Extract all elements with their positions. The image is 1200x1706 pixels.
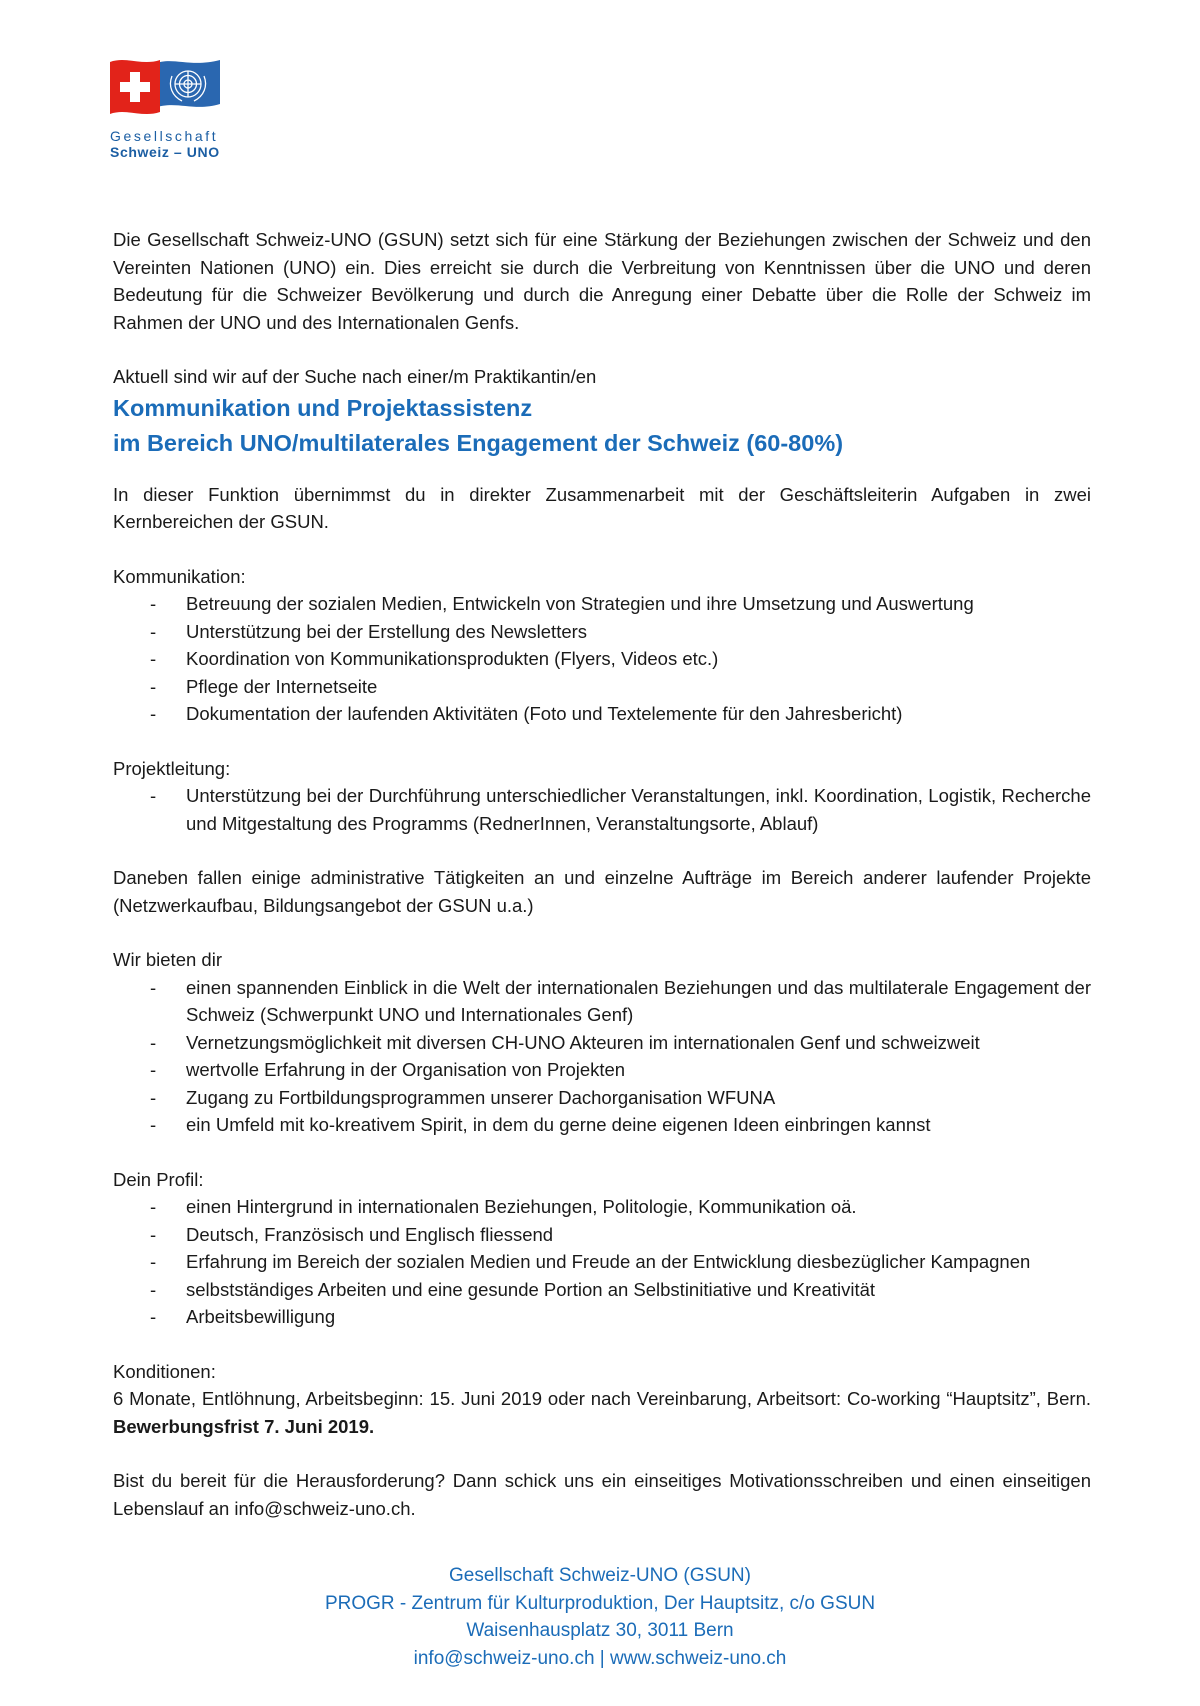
list-item: - einen spannenden Einblick in die Welt der internationalen Beziehungen und das multilaterale Engagement der Schweiz (Schwerpunkt UNO und Internationales Genf) — [113, 974, 1091, 1029]
job-title-line-2: im Bereich UNO/multilaterales Engagement der Schweiz (60-80%) — [113, 429, 844, 456]
list-item: - Vernetzungsmöglichkeit mit diversen CH-UNO Akteuren im internationalen Genf und schweizweit — [113, 1029, 1091, 1057]
footer-address-line-2: Waisenhausplatz 30, 3011 Bern — [466, 1620, 734, 1641]
kommunikation-heading: Kommunikation: — [113, 565, 246, 587]
intro-paragraph: Die Gesellschaft Schweiz-UNO (GSUN) setzt sich für eine Stärkung der Beziehungen zwischen der Schweiz und den Vereinten Nationen (UNO) ein. Dies erreicht sie durch die Verbreitung von Kenntnissen über die UNO und deren Bedeutung für die Schweizer Bevölkerung und durch die Anregung einer Debatte über die Rolle der Schweiz im Rahmen der UNO und des Internationalen Genfs. — [113, 229, 1091, 333]
footer-email-link[interactable]: info@schweiz-uno.ch — [413, 1647, 595, 1669]
profil-list — [113, 1193, 1091, 1331]
footer-separator: | — [599, 1647, 605, 1669]
profil-heading: Dein Profil: — [113, 1168, 204, 1190]
list-item: - selbstständiges Arbeiten und eine gesunde Portion an Selbstinitiative und Kreativität — [113, 1276, 1091, 1304]
konditionen-text: 6 Monate, Entlöhnung, Arbeitsbeginn: 15. Juni 2019 oder nach Vereinbarung, Arbeitsort: Co-working “Hauptsitz”, Bern. — [113, 1388, 1091, 1409]
list-item: - Unterstützung bei der Durchführung unterschiedlicher Veranstaltungen, inkl. Koordination, Logistik, Recherche und Mitgestaltung des Programms (RednerInnen, Veranstaltungsorte, Ablauf) — [113, 782, 1091, 837]
footer — [0, 1562, 1200, 1672]
logo-line-2: Schweiz – UNO — [110, 144, 220, 160]
footer-address-line-1: PROGR - Zentrum für Kulturproduktion, Der Hauptsitz, c/o GSUN — [324, 1592, 876, 1614]
list-item: - wertvolle Erfahrung in der Organisation von Projekten — [113, 1056, 1091, 1084]
list-item: - Zugang zu Fortbildungsprogrammen unserer Dachorganisation WFUNA — [113, 1084, 1091, 1112]
job-title-line-1: Kommunikation und Projektassistenz — [113, 394, 533, 421]
wir-bieten-list — [113, 974, 1091, 1139]
kommunikation-list — [113, 590, 1091, 728]
daneben-paragraph: Daneben fallen einige administrative Tätigkeiten an und einzelne Aufträge im Bereich anderer laufender Projekte (Netzwerkaufbau, Bildungsangebot der GSUN u.a.) — [113, 867, 1091, 916]
list-item: - Koordination von Kommunikationsprodukten (Flyers, Videos etc.) — [113, 645, 1091, 673]
document-body — [113, 226, 1091, 1522]
closing-paragraph: Bist du bereit für die Herausforderung? Dann schick uns ein einseitiges Motivationsschreiben und einen einseitigen Lebenslauf an info@schweiz-uno.ch. — [113, 1470, 1091, 1519]
list-item: - ein Umfeld mit ko-kreativem Spirit, in dem du gerne deine eigenen Ideen einbringen kannst — [113, 1111, 1091, 1139]
list-item: - Deutsch, Französisch und Englisch fliessend — [113, 1221, 1091, 1249]
list-item: - Dokumentation der laufenden Aktivitäten (Foto und Textelemente für den Jahresbericht) — [113, 700, 1091, 728]
footer-org-name: Gesellschaft Schweiz-UNO (GSUN) — [449, 1565, 751, 1586]
footer-contact — [0, 1645, 1200, 1673]
konditionen-paragraph — [113, 1385, 1091, 1440]
projektleitung-heading: Projektleitung: — [113, 757, 231, 779]
projektleitung-list — [113, 782, 1091, 837]
list-item: - einen Hintergrund in internationalen Beziehungen, Politologie, Kommunikation oä. — [113, 1193, 1091, 1221]
flags-icon — [110, 56, 222, 122]
list-item: - Arbeitsbewilligung — [113, 1303, 1091, 1331]
list-item: - Pflege der Internetseite — [113, 673, 1091, 701]
list-item: - Betreuung der sozialen Medien, Entwickeln von Strategien und ihre Umsetzung und Auswertung — [113, 590, 1091, 618]
list-item: - Unterstützung bei der Erstellung des Newsletters — [113, 618, 1091, 646]
application-deadline: Bewerbungsfrist 7. Juni 2019. — [113, 1415, 375, 1437]
gsun-logo — [110, 56, 250, 160]
list-item: - Erfahrung im Bereich der sozialen Medien und Freude an der Entwicklung diesbezüglicher Kampagnen — [113, 1248, 1091, 1276]
function-paragraph: In dieser Funktion übernimmst du in direkter Zusammenarbeit mit der Geschäftsleiterin Aufgaben in zwei Kernbereichen der GSUN. — [113, 483, 1091, 532]
search-line: Aktuell sind wir auf der Suche nach einer/m Praktikantin/en — [113, 366, 597, 387]
konditionen-heading: Konditionen: — [113, 1360, 216, 1382]
footer-website-link[interactable]: www.schweiz-uno.ch — [610, 1647, 787, 1669]
logo-line-1: Gesellschaft — [110, 128, 219, 144]
job-title — [113, 391, 1091, 461]
wir-bieten-heading: Wir bieten dir — [113, 949, 222, 970]
